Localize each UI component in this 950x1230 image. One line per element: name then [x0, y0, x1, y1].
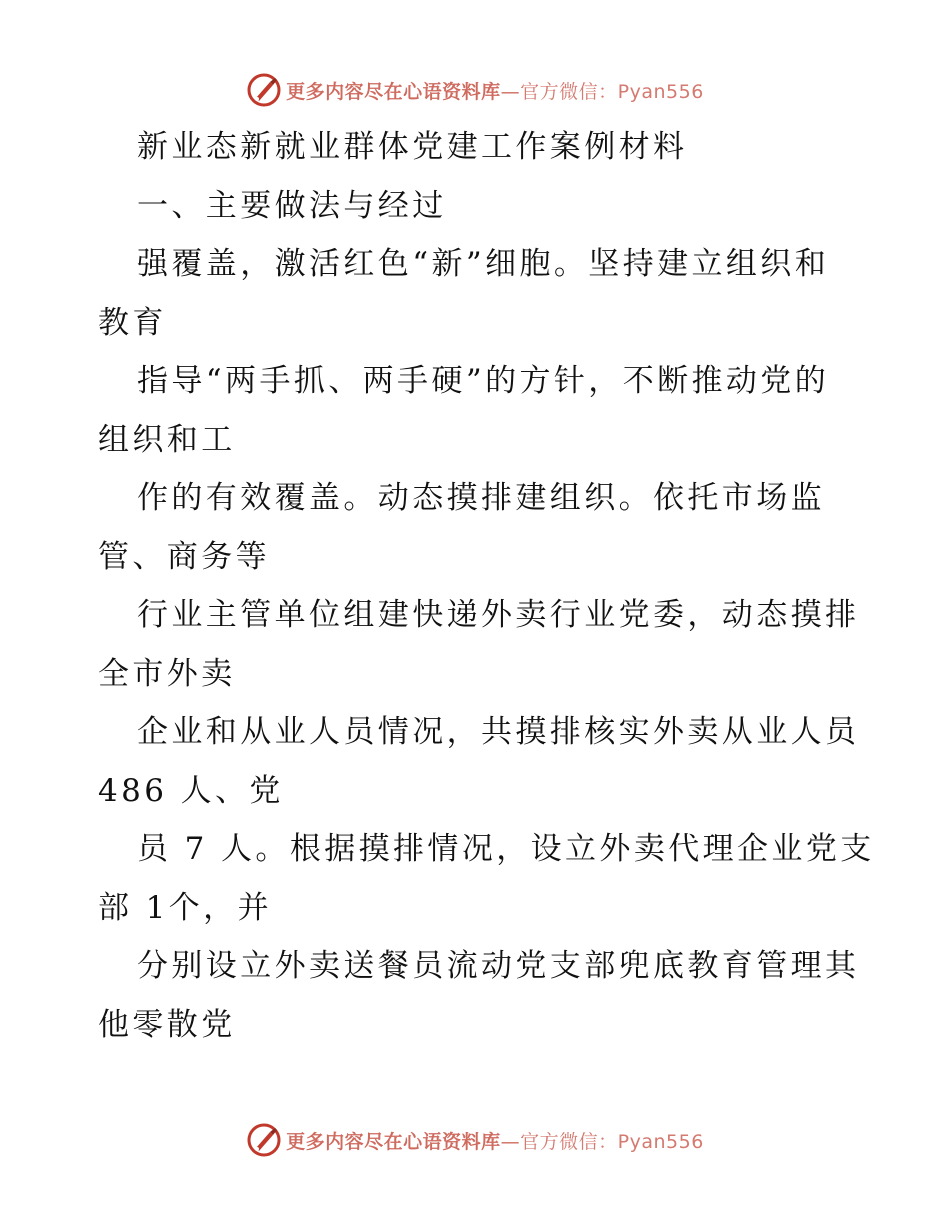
paragraph-line: 部 1个，并	[98, 889, 272, 926]
paragraph-line: 行业主管单位组建快递外卖行业党委，动态摸排	[137, 597, 860, 633]
paragraph-line: 强覆盖，激活红色“新”细胞。坚持建立组织和	[137, 246, 830, 282]
watermark-wechat-text: 官方微信：Pyan556	[520, 1130, 704, 1153]
header-watermark	[0, 70, 950, 110]
watermark-main-text: 更多内容尽在心语资料库	[286, 1130, 501, 1153]
watermark-separator: —	[500, 80, 521, 103]
paragraph-line: 员 7 人。根据摸排情况，设立外卖代理企业党支	[137, 831, 875, 867]
paragraph-line: 指导“两手抓、两手硬”的方针，不断推动党的	[137, 363, 830, 399]
watermark-wechat-text: 官方微信：Pyan556	[520, 80, 704, 103]
paragraph-line: 企业和从业人员情况，共摸排核实外卖从业人员	[137, 714, 860, 750]
paragraph-line: 他零散党	[98, 1006, 236, 1043]
watermark-separator: —	[500, 1130, 521, 1153]
paragraph-line: 组织和工	[98, 421, 236, 458]
paragraph-line: 管、商务等	[98, 538, 270, 575]
section-heading: 一、主要做法与经过	[137, 187, 447, 224]
paragraph-line: 教育	[98, 304, 167, 341]
footer-watermark	[0, 1120, 950, 1160]
paragraph-line: 分别设立外卖送餐员流动党支部兜底教育管理其	[137, 948, 860, 984]
watermark-main-text: 更多内容尽在心语资料库	[286, 80, 501, 103]
pen-logo-icon	[246, 72, 282, 108]
paragraph-line: 作的有效覆盖。动态摸排建组织。依托市场监	[137, 480, 825, 516]
paragraph-line: 486 人、党	[98, 772, 284, 809]
document-body	[98, 118, 875, 1054]
document-title: 新业态新就业群体党建工作案例材料	[137, 129, 688, 165]
pen-logo-icon	[246, 1122, 282, 1158]
paragraph-line: 全市外卖	[98, 655, 236, 692]
